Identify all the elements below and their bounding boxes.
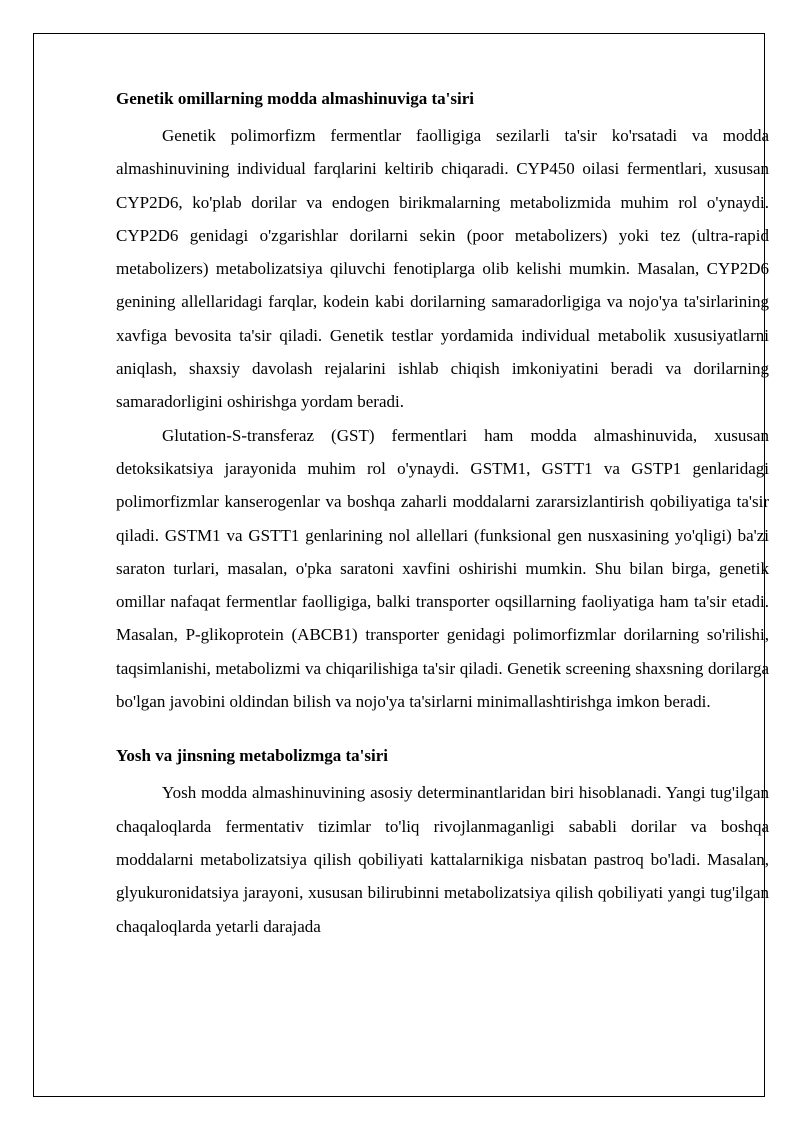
section-heading: Genetik omillarning modda almashinuviga ta'siri bbox=[116, 89, 474, 108]
section-heading: Yosh va jinsning metabolizmga ta'siri bbox=[116, 746, 389, 766]
document-body bbox=[116, 84, 769, 943]
paragraph: Yosh modda almashinuvining asosiy determinantlaridan biri hisoblanadi. Yangi tug'ilgan chaqaloqlarda fermentativ tizimlar to'liq rivojlanmaganligi sababli dorilar va boshqa moddalarni metabolizatsiya qilish qobiliyati kattalarnikiga nisbatan pastroq bo'ladi. Masalan, glyukuronidatsiya jarayoni, xususan bilirubinni metabolizatsiya qilish qobiliyati yangi tug'ilgan chaqaloqlarda yetarli darajada bbox=[116, 783, 769, 936]
paragraph: Glutation-S-transferaz (GST) fermentlari ham modda almashinuvida, xususan detoksikatsiya jarayonida muhim rol o'ynaydi. GSTM1, GSTT1 va GSTP1 genlaridagi polimorfizmlar kanserogenlar va boshqa zaharli moddalarni zararsizlantirish qobiliyatiga ta'sir qiladi. GSTM1 va GSTT1 genlarining nol allellari (funksional gen nusxasining yo'qligi) ba'zi saraton turlari, masalan, o'pka saratoni xavfini oshirishi mumkin. Shu bilan birga, genetik omillar nafaqat fermentlar faolligiga, balki transporter oqsillarning faoliyatiga ham ta'sir etadi. Masalan, P-glikoprotein (ABCB1) transporter genidagi polimorfizmlar dorilarning so'rilishi, taqsimlanishi, metabolizmi va chiqarilishiga ta'sir qiladi. Genetik screening shaxsning dorilarga bo'lgan javobini oldindan bilish va nojo'ya ta'sirlarni minimallashtirishga imkon beradi. bbox=[116, 425, 769, 712]
paragraph: Genetik polimorfizm fermentlar faolligiga sezilarli ta'sir ko'rsatadi va modda almashinuvining individual farqlarini keltirib chiqaradi. CYP450 oilasi fermentlari, xususan CYP2D6, ko'plab dorilar va endogen birikmalarning metabolizmida muhim rol o'ynaydi. CYP2D6 genidagi o'zgarishlar dorilarni sekin (poor metabolizers) yoki tez (ultra-rapid metabolizers) metabolizatsiya qiluvchi fenotiplarga olib kelishi mumkin. Masalan, CYP2D6 genining allellaridagi farqlar, kodein kabi dorilarning samaradorligiga va nojo'ya ta'sirlarining xavfiga bevosita ta'sir qiladi. Genetik testlar yordamida individual metabolik xususiyatlarni aniqlash, shaxsiy davolash rejalarini ishlab chiqish imkoniyatini beradi va dorilarning samaradorligini oshirishga yordam beradi. bbox=[116, 126, 769, 412]
